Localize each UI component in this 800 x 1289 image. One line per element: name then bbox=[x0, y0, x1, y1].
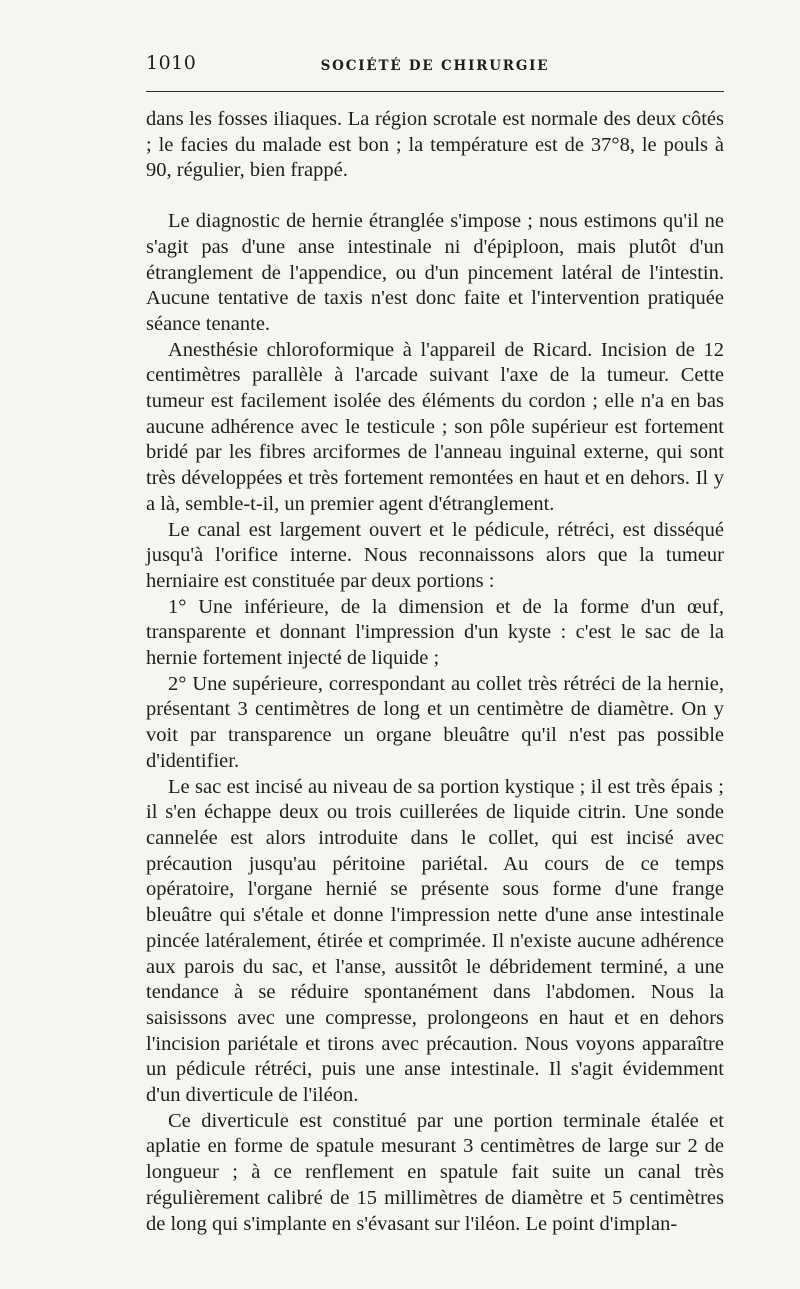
paragraph: 2° Une supérieure, correspondant au collet très rétréci de la hernie, présentant 3 centimètres de long et un centimètre de diamètre. On y voit par transparence un organe bleuâtre qu'il n'est pas possible d'identifier. bbox=[146, 672, 724, 772]
body-text bbox=[146, 107, 724, 1237]
paragraph: Le sac est incisé au niveau de sa portion kystique ; il est très épais ; il s'en échappe deux ou trois cuillerées de liquide citrin. Une sonde cannelée est alors introduite dans le collet, qui est incisé avec précaution jusqu'au péritoine pariétal. Au cours de ce temps opératoire, l'organe hernié se présente sous forme d'une frange bleuâtre qui s'étale et donne l'impression nette d'une anse intestinale pincée latéralement, étirée et comprimée. Il n'existe aucune adhérence aux parois du sac, et l'anse, aussitôt le débridement terminé, a une tendance à se réduire spontanément dans l'abdomen. Nous la saisissons avec une compresse, prolongeons en haut et en dehors l'incision pariétale et tirons avec précaution. Nous voyons apparaître un pédicule rétréci, puis une anse intestinale. Il s'agit évidemment d'un diverticule de l'iléon. bbox=[146, 775, 724, 1107]
paragraph: dans les fosses iliaques. La région scrotale est normale des deux côtés ; le facies du malade est bon ; la température est de 37°8, le pouls à 90, régulier, bien frappé. bbox=[146, 108, 724, 182]
page-number: 1010 bbox=[146, 52, 197, 74]
paragraph: Le diagnostic de hernie étranglée s'impose ; nous estimons qu'il ne s'agit pas d'une anse intestinale ni d'épiploon, mais plutôt d'un étranglement de l'appendice, ou d'un pincement latéral de l'intestin. Aucune tentative de taxis n'est donc faite et l'intervention pratiquée séance tenante. bbox=[146, 210, 724, 335]
paragraph: 1° Une inférieure, de la dimension et de la forme d'un œuf, transparente et donnant l'impression d'un kyste : c'est le sac de la hernie fortement injecté de liquide ; bbox=[146, 595, 724, 670]
paragraph: Anesthésie chloroformique à l'appareil de Ricard. Incision de 12 centimètres parallèle à l'arcade suivant l'axe de la tumeur. Cette tumeur est facilement isolée des éléments du cordon ; elle n'a en bas aucune adhérence avec le testicule ; son pôle supérieur est fortement bridé par les fibres arciformes de l'anneau inguinal externe, qui sont très développées et très fortement remontées en haut et en dehors. Il y a là, semble-t-il, un premier agent d'étranglement. bbox=[146, 338, 724, 515]
paragraph: Le canal est largement ouvert et le pédicule, rétréci, est disséqué jusqu'à l'orifice interne. Nous reconnaissons alors que la tumeur herniaire est constituée par deux portions : bbox=[146, 518, 724, 592]
header-rule bbox=[146, 91, 724, 92]
paragraph: Ce diverticule est constitué par une portion terminale étalée et aplatie en forme de spatule mesurant 3 centimètres de large sur 2 de longueur ; à ce renflement en spatule fait suite un canal très régulièrement calibré de 15 millimètres de diamètre et 5 centimètres de long qui s'implante en s'évasant sur l'iléon. Le point d'implan- bbox=[146, 1109, 724, 1235]
running-title: SOCIÉTÉ DE CHIRURGIE bbox=[320, 58, 550, 74]
page-header bbox=[146, 52, 724, 82]
